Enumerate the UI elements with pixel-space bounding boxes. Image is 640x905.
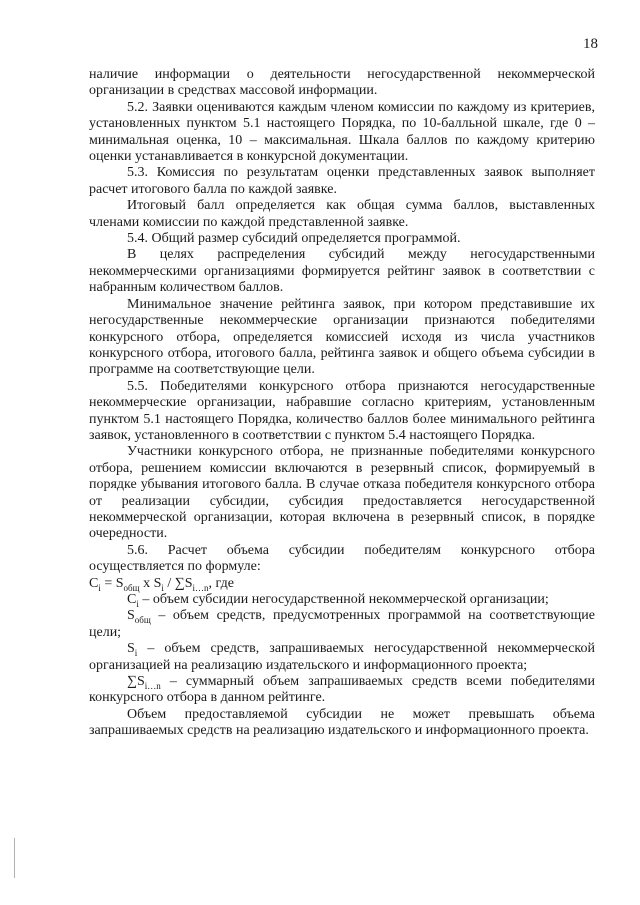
paragraph-5-5: 5.5. Победителями конкурсного отбора признаются негосударственные некоммерческие организации, набравшие согласно критериям, установленным пунктом 5.1 настоящего Порядка, количество баллов более минимального рейтинга заявок, установленного в соответствии с пунктом 5.4 настоящего Порядка.	[89, 378, 595, 443]
page-number: 18	[583, 36, 598, 52]
document-body	[89, 67, 595, 740]
definition-sobsch: $S_{общ}$ – объем средств, предусмотренных программой на соответствующие цели;	[89, 608, 595, 640]
paragraph-5-3: 5.3. Комиссия по результатам оценки представленных заявок выполняет расчет итогового балла по каждой заявке.	[89, 165, 595, 197]
paragraph-minimum-rating: Минимальное значение рейтинга заявок, при котором представившие их негосударственные некоммерческие организации признаются победителями конкурсного отбора, определяется комиссией исходя из числа участников конкурсного отбора, итогового балла, рейтинга заявок и общего объема субсидии в программе на соответствующие цели.	[89, 296, 595, 378]
paragraph-5-4: 5.4. Общий размер субсидий определяется программой.	[127, 231, 461, 247]
definition-ci: $C_i$ – объем субсидии негосударственной некоммерческой организации;	[127, 592, 549, 609]
paragraph-5-6: 5.6. Расчет объема субсидии победителям конкурсного отбора осуществляется по формуле:	[89, 542, 595, 575]
scan-margin-mark	[14, 838, 15, 878]
paragraph: наличие информации о деятельности негосударственной некоммерческой организации в средствах массовой информации.	[89, 67, 595, 99]
paragraph-reserve-list: Участники конкурсного отбора, не признанные победителями конкурсного отбора, решением комиссии включаются в резервный список, формируемый в порядке убывания итогового балла. В случае отказа победителя конкурсного отбора от реализации субсидии, субсидия предоставляется негосударственной некоммерческой организации, которая включена в резервный список, в порядке очередности.	[89, 444, 595, 542]
formula: $C_i = S_{общ}$ х $S_i / \sum S_{i\dots n}$, где	[89, 575, 234, 593]
paragraph-total-score: Итоговый балл определяется как общая сумма баллов, выставленных членами комиссии по каждой представленной заявке.	[89, 198, 595, 230]
definition-si: $S_i$ – объем средств, запрашиваемых негосударственной некоммерческой организацией на реализацию издательского и информационного проекта;	[89, 641, 595, 673]
definition-sum-si: $\sum S_{i\dots n}$ – суммарный объем запрашиваемых средств всеми победителями конкурсного отбора в данном рейтинге.	[89, 674, 595, 706]
paragraph-final: Объем предоставляемой субсидии не может превышать объема запрашиваемых средств на реализацию издательского и информационного проекта.	[89, 706, 595, 739]
paragraph-rating: В целях распределения субсидий между негосударственными некоммерческими организациями формируется рейтинг заявок в соответствии с набранным количеством баллов.	[89, 247, 595, 296]
paragraph-5-2: 5.2. Заявки оцениваются каждым членом комиссии по каждому из критериев, установленных пунктом 5.1 настоящего Порядка, по 10-балльной шкале, где 0 – минимальная оценка, 10 – максимальная. Шкала баллов по каждому критерию оценки устанавливается в конкурсной документации.	[89, 99, 595, 165]
